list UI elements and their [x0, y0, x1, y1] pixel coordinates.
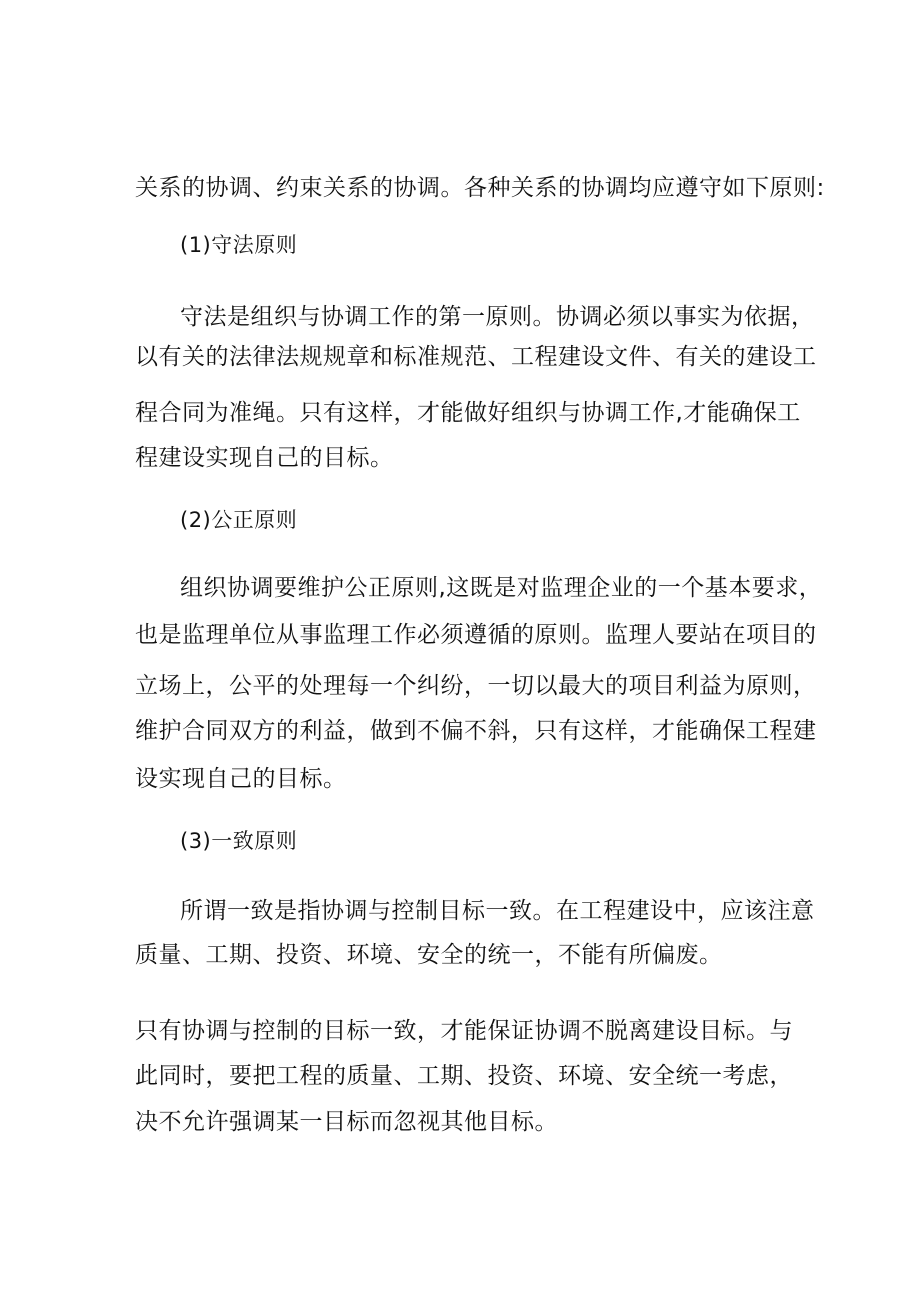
section-2-paragraph-line: 设实现自己的目标。 — [135, 766, 347, 792]
section-2-paragraph-line: 维护合同双方的利益，做到不偏不斜，只有这样，才能确保工程建 — [135, 718, 817, 744]
section-3-closing-line: 决不允许强调某一目标而忽视其他目标。 — [135, 1109, 558, 1135]
section-3-heading: (3)一致原则 — [180, 829, 298, 853]
section-1-paragraph-line: 守法是组织与协调工作的第一原则。协调必须以事实为依据， — [180, 304, 815, 330]
section-3-closing-line: 只有协调与控制的目标一致，才能保证协调不脱离建设目标。与 — [135, 1018, 793, 1044]
section-3-paragraph-line: 所谓一致是指协调与控制目标一致。在工程建设中，应该注意 — [180, 898, 815, 924]
section-2-paragraph-line: 也是监理单位从事监理工作必须遵循的原则。监理人要站在项目的 — [135, 622, 817, 648]
section-2-paragraph-line: 立场上，公平的处理每一个纠纷，一切以最大的项目利益为原则， — [135, 673, 817, 699]
section-3-closing-line: 此同时，要把工程的质量、工期、投资、环境、安全统一考虑， — [135, 1063, 793, 1089]
section-1-heading: (1)守法原则 — [180, 233, 298, 257]
intro-text-line: 关系的协调、约束关系的协调。各种关系的协调均应遵守如下原则: — [135, 175, 825, 201]
section-1-paragraph-line: 程建设实现自己的目标。 — [135, 445, 394, 471]
section-1-paragraph-line: 以有关的法律法规规章和标准规范、工程建设文件、有关的建设工 — [135, 344, 817, 370]
section-1-paragraph-line: 程合同为准绳。只有这样，才能做好组织与协调工作,才能确保工 — [135, 400, 801, 426]
section-2-heading: (2)公正原则 — [180, 508, 298, 532]
section-2-paragraph-line: 组织协调要维护公正原则,这既是对监理企业的一个基本要求， — [180, 575, 823, 601]
section-3-paragraph-line: 质量、工期、投资、环境、安全的统一，不能有所偏废。 — [135, 942, 723, 968]
